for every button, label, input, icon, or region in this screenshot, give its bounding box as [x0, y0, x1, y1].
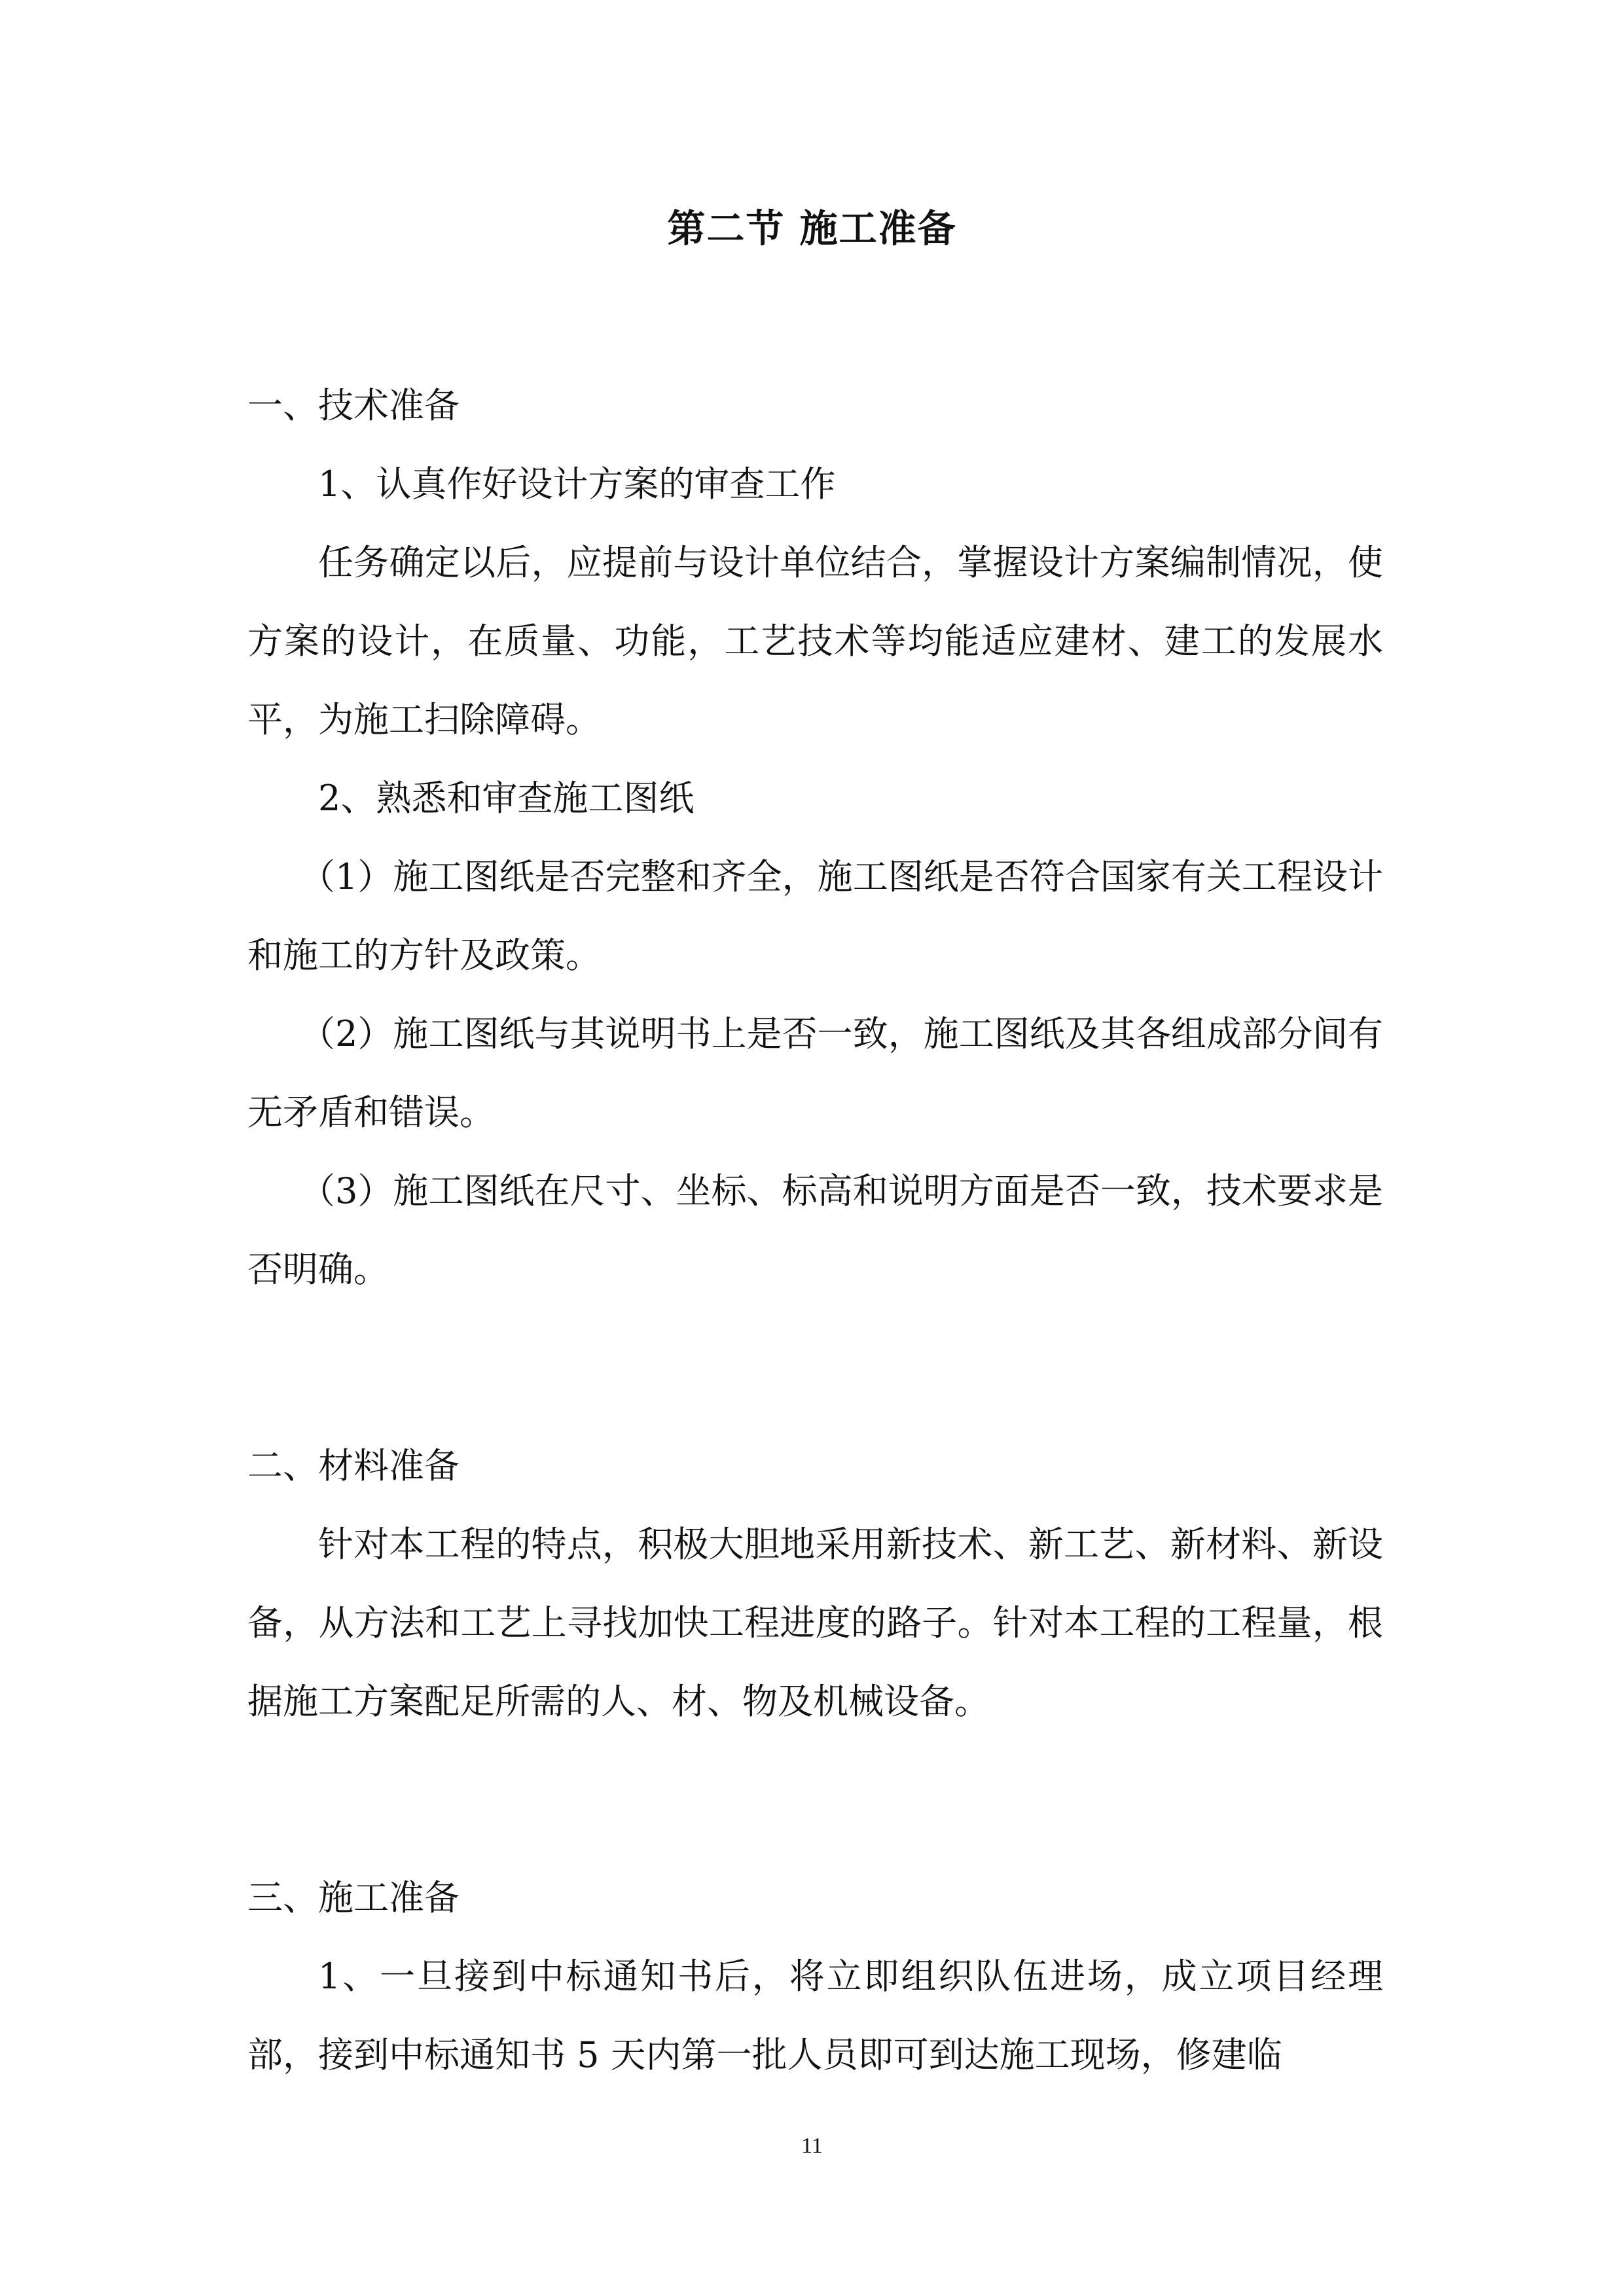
section-spacer: [247, 1309, 1383, 1427]
section-spacer: [247, 1741, 1383, 1859]
paragraph-drawing-item-1: （1）施工图纸是否完整和齐全，施工图纸是否符合国家有关工程设计和施工的方针及政策。: [247, 856, 1383, 976]
paragraph-construction-1: 1、一旦接到中标通知书后，将立即组织队伍进场，成立项目经理部，接到中标通知书 5 天内第一批人员即可到达施工现场，修建临: [247, 1956, 1383, 2075]
document-body: [247, 367, 1383, 2094]
paragraph-drawing-item-3: （3）施工图纸在尺寸、坐标、标高和说明方面是否一致，技术要求是否明确。: [247, 1170, 1383, 1290]
section-heading-technical: 一、技术准备: [247, 385, 460, 426]
section-title: 第二节 施工准备: [667, 206, 957, 251]
subheading-drawing-review: 2、熟悉和审查施工图纸: [318, 778, 695, 819]
paragraph-drawing-item-2: （2）施工图纸与其说明书上是否一致，施工图纸及其各组成部分间有无矛盾和错误。: [247, 1013, 1383, 1133]
section-heading-materials: 二、材料准备: [247, 1445, 460, 1486]
page-number: 11: [801, 2134, 823, 2158]
subheading-design-review: 1、认真作好设计方案的审查工作: [318, 463, 836, 505]
paragraph-materials: 针对本工程的特点，积极大胆地采用新技术、新工艺、新材料、新设备，从方法和工艺上寻找加快工程进度的路子。针对本工程的工程量，根据施工方案配足所需的人、材、物及机械设备。: [247, 1524, 1383, 1722]
section-heading-construction: 三、施工准备: [247, 1877, 460, 1918]
paragraph-design-review: 任务确定以后，应提前与设计单位结合，掌握设计方案编制情况，使方案的设计，在质量、功能，工艺技术等均能适应建材、建工的发展水平，为施工扫除障碍。: [247, 542, 1383, 740]
